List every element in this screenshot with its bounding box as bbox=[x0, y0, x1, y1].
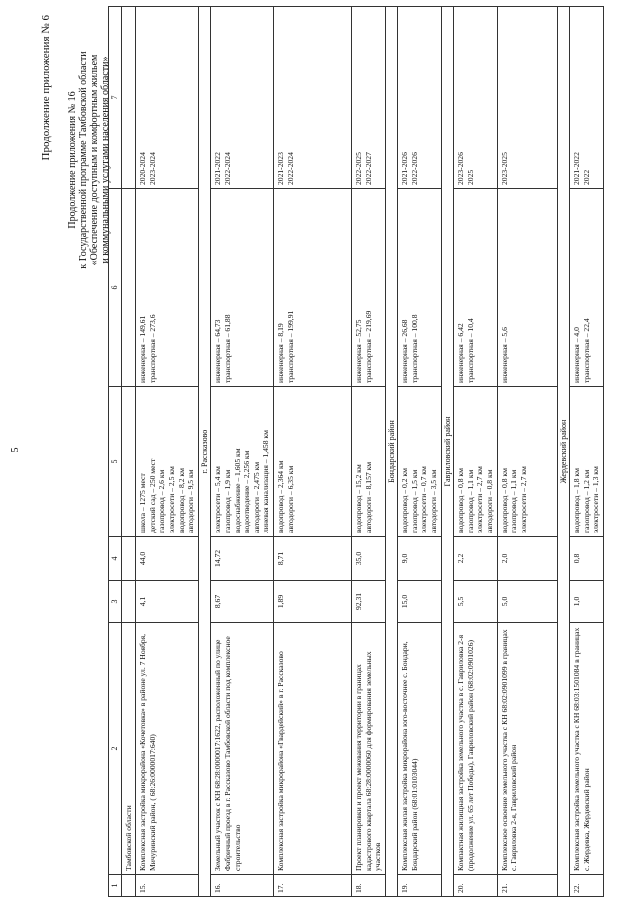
infrastructure-line: автодороги – 2,475 км bbox=[251, 461, 261, 533]
infrastructure-line: школа – 1275 мест bbox=[138, 473, 148, 533]
infrastructure-cell bbox=[351, 387, 385, 537]
infrastructure-line: электросети – 0,7 км bbox=[419, 466, 429, 533]
region-title: Тамбовской области bbox=[121, 623, 136, 875]
row-number: 16. bbox=[211, 875, 274, 897]
area-value: 8,67 bbox=[211, 581, 274, 623]
infrastructure-line: водопровод – 1,8 км bbox=[572, 468, 582, 533]
infrastructure-line: автодороги – 8,157 км bbox=[363, 461, 373, 533]
cost-value: 35,0 bbox=[351, 537, 385, 581]
years-line: 2023-2024 bbox=[147, 152, 157, 185]
infrastructure-line: газопровод – 2,6 км bbox=[157, 469, 167, 533]
infrastructure-line: водопровод – 15,2 км bbox=[353, 464, 363, 533]
cost-value: 44,0 bbox=[136, 537, 199, 581]
infrastructure-line: автодороги – 9,5 км bbox=[186, 469, 196, 533]
years-line: 2022-2024 bbox=[222, 152, 232, 185]
project-name: Земельный участок с КН 68:28:0000017:1622, расположенный по улице Фабричный проезд в г. Рассказово Тамбовской области под комплексное строительство bbox=[211, 623, 274, 875]
row-number: 17. bbox=[273, 875, 351, 897]
infrastructure-line: автодороги – 6,35 км bbox=[285, 465, 295, 533]
table-row bbox=[351, 7, 385, 897]
infrastructure-line: электросети – 2,5 км bbox=[166, 466, 176, 533]
row-number: 19. bbox=[398, 875, 441, 897]
table-row bbox=[398, 7, 441, 897]
header-line: «Обеспечение доступным и комфортным жильем bbox=[89, 54, 100, 266]
section-title: Гавриловский район bbox=[441, 7, 454, 897]
infrastructure-line: газопровод – 1,5 км bbox=[409, 469, 419, 533]
infrastructure-line: водопровод – 8,2 км bbox=[176, 468, 186, 533]
infrastructure-cell bbox=[211, 387, 274, 537]
continuation-title: Продолжение приложения № 6 bbox=[40, 15, 52, 161]
cost-value: 14,72 bbox=[211, 537, 274, 581]
cost-value: 0,8 bbox=[570, 537, 604, 581]
years-line: 2021-2023 bbox=[275, 152, 285, 185]
years-line: 2022-2027 bbox=[363, 152, 373, 185]
section-row bbox=[441, 7, 454, 897]
section-title: Бондарский район bbox=[385, 7, 398, 897]
appendix-header bbox=[67, 15, 111, 305]
project-name: Комплексная застройка земельного участка с КН 68:03:1501084 в границах с. Жердевка, Жердевский район bbox=[570, 623, 604, 875]
column-number: 2 bbox=[109, 623, 122, 875]
header-line: и коммунальными услугами населения области» bbox=[100, 56, 111, 264]
table-row bbox=[454, 7, 497, 897]
years-cell bbox=[211, 7, 274, 189]
cost-kind-cell bbox=[211, 189, 274, 387]
cost-kind-line: транспортная – 100,8 bbox=[409, 314, 419, 383]
cost-kind-line: инженерная – 5,6 bbox=[499, 327, 509, 383]
infrastructure-line: газопровод – 1,1 км bbox=[465, 469, 475, 533]
cost-kind-line: инженерная – 6,42 bbox=[456, 323, 466, 383]
project-name: Комплексное освоение земельного участка с КН 68:02:0901099 в границах с. Гавриловка 2-я, Гавриловский район bbox=[497, 623, 557, 875]
project-name: Комплексная жилая застройка микрорайона юго-восточнее с. Бондари, Бондарский район (68:01:0103044) bbox=[398, 623, 441, 875]
years-cell bbox=[351, 7, 385, 189]
infrastructure-cell bbox=[136, 387, 199, 537]
cost-value: 2,2 bbox=[454, 537, 497, 581]
infrastructure-line: электросети – 1,3 км bbox=[591, 466, 601, 533]
projects-table bbox=[108, 6, 604, 897]
cost-kind-line: инженерная – 149,61 bbox=[138, 315, 148, 383]
row-number: 22. bbox=[570, 875, 604, 897]
cost-kind-line: инженерная – 4,0 bbox=[572, 327, 582, 383]
area-value: 92,31 bbox=[351, 581, 385, 623]
infrastructure-cell bbox=[454, 387, 497, 537]
infrastructure-line: водопровод – 0,8 км bbox=[456, 468, 466, 533]
infrastructure-line: водоотведение – 2,256 км bbox=[242, 450, 252, 533]
cost-kind-line: инженерная – 64,73 bbox=[213, 319, 223, 383]
infrastructure-line: газопровод – 1,1 км bbox=[509, 469, 519, 533]
infrastructure-line: линевая канализация – 1,458 км bbox=[261, 430, 271, 533]
years-line: 2022-2024 bbox=[285, 152, 295, 185]
table-row bbox=[211, 7, 274, 897]
infrastructure-line: газопровод – 1,2 км bbox=[581, 469, 591, 533]
years-line: 2022-2025 bbox=[353, 152, 363, 185]
infrastructure-line: автодороги – 3,5 км bbox=[429, 469, 439, 533]
infrastructure-line: водоснабжение – 1,605 км bbox=[232, 448, 242, 533]
column-number: 1 bbox=[109, 875, 122, 897]
row-number: 20. bbox=[454, 875, 497, 897]
years-line: 2023-2025 bbox=[499, 152, 509, 185]
years-line: 2021-2022 bbox=[213, 152, 223, 185]
infrastructure-line: водопровод – 0,2 км bbox=[400, 468, 410, 533]
years-cell bbox=[273, 7, 351, 189]
cost-kind-line: транспортная – 199,91 bbox=[285, 310, 295, 383]
column-number: 5 bbox=[109, 387, 122, 537]
region-row bbox=[121, 7, 136, 897]
table-row bbox=[273, 7, 351, 897]
table-row bbox=[136, 7, 199, 897]
area-value: 4,1 bbox=[136, 581, 199, 623]
cost-value: 9,0 bbox=[398, 537, 441, 581]
row-number: 18. bbox=[351, 875, 385, 897]
infrastructure-cell bbox=[398, 387, 441, 537]
header-line: Продолжение приложения № 16 bbox=[67, 91, 78, 229]
cost-kind-line: инженерная – 26,68 bbox=[400, 319, 410, 383]
years-line: 2023-2026 bbox=[456, 152, 466, 185]
column-number: 3 bbox=[109, 581, 122, 623]
column-number: 6 bbox=[109, 189, 122, 387]
cost-kind-line: инженерная – 52,75 bbox=[353, 319, 363, 383]
project-name: Комплексная застройка микрорайона «Гвардейский» в г. Рассказово bbox=[273, 623, 351, 875]
cost-kind-cell bbox=[351, 189, 385, 387]
years-line: 2020-2024 bbox=[138, 152, 148, 185]
column-numbers-row bbox=[109, 7, 122, 897]
infrastructure-line: электросети – 2,7 км bbox=[475, 466, 485, 533]
area-value: 1,89 bbox=[273, 581, 351, 623]
section-row bbox=[385, 7, 398, 897]
cost-kind-cell bbox=[570, 189, 604, 387]
cost-kind-cell bbox=[398, 189, 441, 387]
years-line: 2021-2022 bbox=[572, 152, 582, 185]
cost-kind-cell bbox=[136, 189, 199, 387]
column-number: 7 bbox=[109, 7, 122, 189]
cost-kind-cell bbox=[497, 189, 557, 387]
cost-value: 2,0 bbox=[497, 537, 557, 581]
area-value: 5,0 bbox=[497, 581, 557, 623]
project-name: Комплексная застройка микрорайона «Кочетовка» в районе ул. 7 Ноября, Мичуринский район, ( 68:26:0000017:640) bbox=[136, 623, 199, 875]
infrastructure-cell bbox=[497, 387, 557, 537]
cost-kind-cell bbox=[273, 189, 351, 387]
years-cell bbox=[398, 7, 441, 189]
cost-kind-cell bbox=[454, 189, 497, 387]
years-line: 2025 bbox=[465, 169, 475, 185]
project-name: Компактная жилищная застройка земельного участка в с. Гавриловка 2-я (продолжение ул. 65 лет Победы), Гавриловский район (68:02:0901026) bbox=[454, 623, 497, 875]
project-name: Проект планировки и проект межевания территории в границах кадастрового квартала 68:28:0000060 для формирования земельных участков bbox=[351, 623, 385, 875]
cost-kind-line: транспортная – 273,6 bbox=[147, 314, 157, 383]
section-title: Жердевский район bbox=[557, 7, 570, 897]
cost-value: 8,71 bbox=[273, 537, 351, 581]
table-row bbox=[497, 7, 557, 897]
area-value: 5,5 bbox=[454, 581, 497, 623]
section-title: г. Рассказово bbox=[198, 7, 211, 897]
infrastructure-line: электросети – 2,7 км bbox=[518, 466, 528, 533]
years-cell bbox=[497, 7, 557, 189]
years-line: 2022 bbox=[581, 169, 591, 185]
infrastructure-cell bbox=[273, 387, 351, 537]
years-cell bbox=[136, 7, 199, 189]
area-value: 1,0 bbox=[570, 581, 604, 623]
infrastructure-cell bbox=[570, 387, 604, 537]
cost-kind-line: транспортная – 61,88 bbox=[222, 314, 232, 383]
cost-kind-line: транспортная – 10,4 bbox=[465, 318, 475, 383]
cost-kind-line: инженерная – 8,19 bbox=[275, 323, 285, 383]
years-line: 2022-2026 bbox=[409, 152, 419, 185]
cost-kind-line: транспортная – 22,4 bbox=[581, 318, 591, 383]
infrastructure-line: автодороги – 0,8 км bbox=[485, 469, 495, 533]
column-number: 4 bbox=[109, 537, 122, 581]
row-number: 15. bbox=[136, 875, 199, 897]
infrastructure-line: детский сад – 250 мест bbox=[147, 458, 157, 533]
table-row bbox=[570, 7, 604, 897]
years-cell bbox=[570, 7, 604, 189]
header-line: к Государственной программе Тамбовской области bbox=[78, 51, 89, 269]
page-number: 5 bbox=[10, 447, 21, 453]
years-line: 2021-2026 bbox=[400, 152, 410, 185]
years-cell bbox=[454, 7, 497, 189]
area-value: 15,0 bbox=[398, 581, 441, 623]
infrastructure-line: газопровод – 1,9 км bbox=[222, 469, 232, 533]
section-row bbox=[198, 7, 211, 897]
infrastructure-line: водопровод – 0,8 км bbox=[499, 468, 509, 533]
section-row bbox=[557, 7, 570, 897]
cost-kind-line: транспортная – 219,69 bbox=[363, 310, 373, 383]
infrastructure-line: электросети – 5,4 км bbox=[213, 466, 223, 533]
infrastructure-line: водопровод – 2,364 км bbox=[275, 460, 285, 533]
row-number: 21. bbox=[497, 875, 557, 897]
